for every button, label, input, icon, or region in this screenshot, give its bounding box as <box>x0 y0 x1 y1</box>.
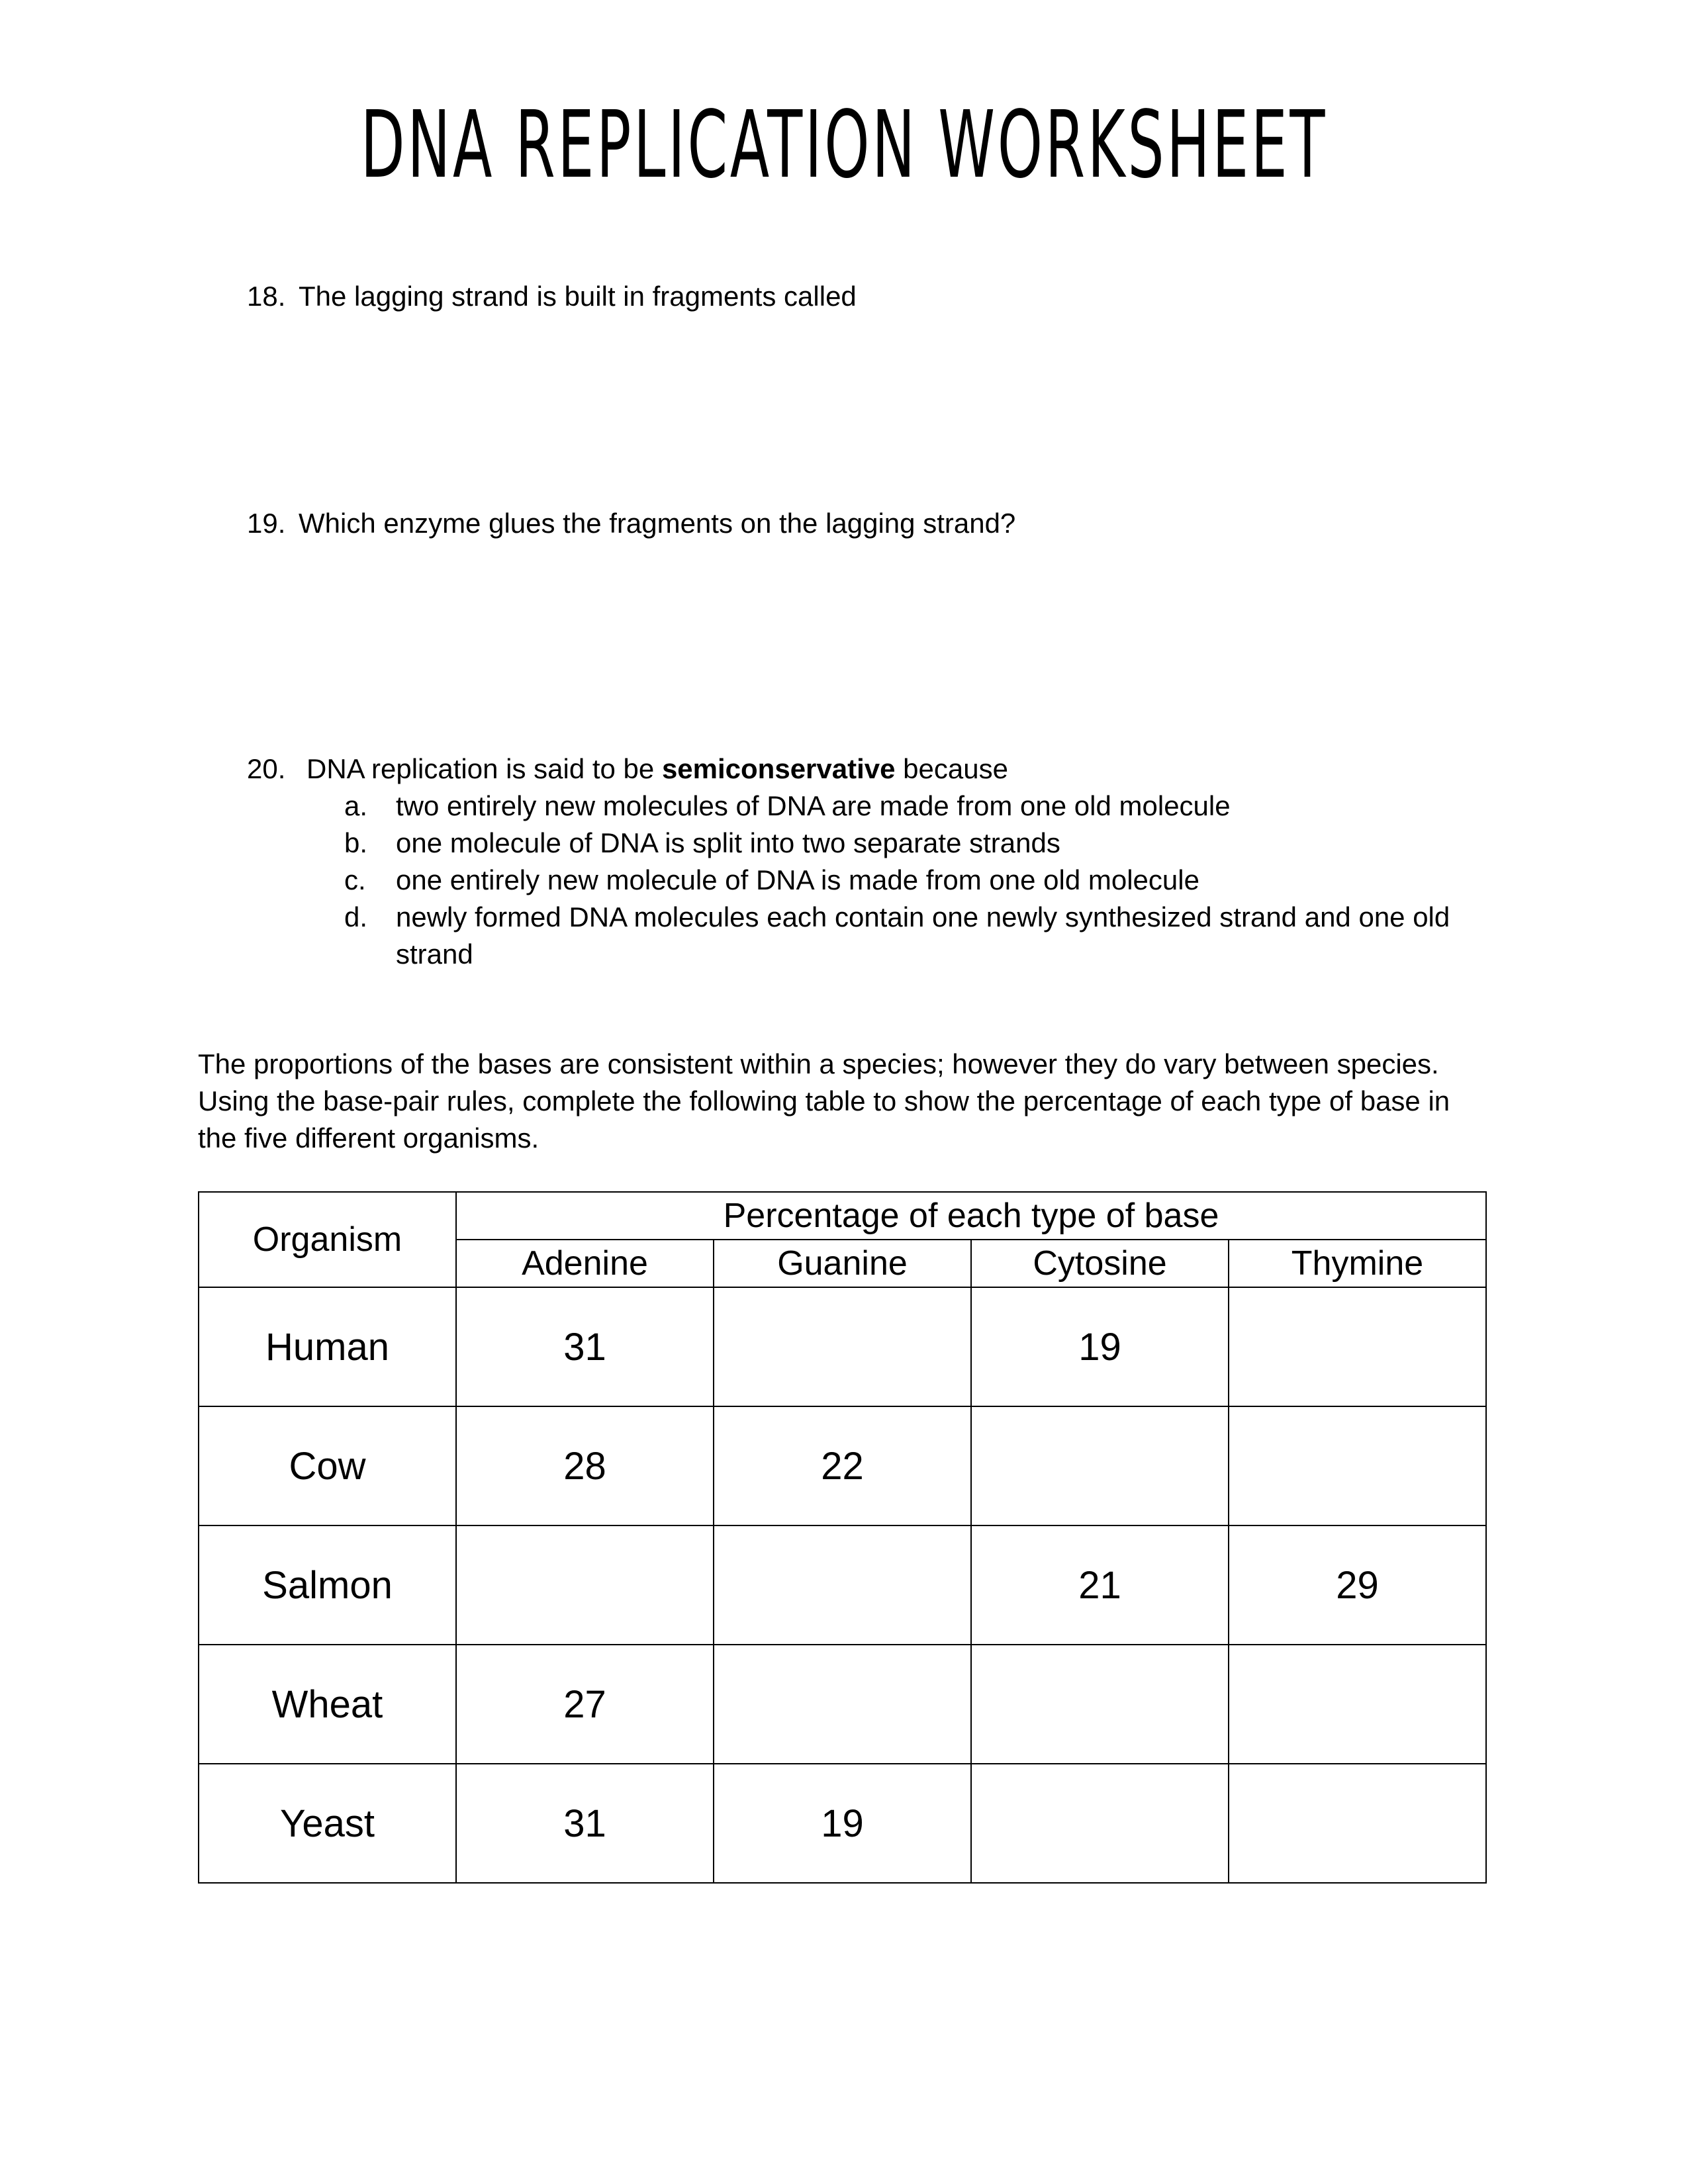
choice-text: one molecule of DNA is split into two separate strands <box>396 827 1060 858</box>
question-number: 20. <box>247 753 286 784</box>
adenine-cell[interactable] <box>456 1525 714 1645</box>
organism-cell: Cow <box>199 1406 456 1525</box>
thymine-cell[interactable]: 29 <box>1229 1525 1486 1645</box>
intro-paragraph: The proportions of the bases are consistent within a species; however they do vary between species. Using the base-pair rules, complete the following table to show the percentage of each type of base in the five different organisms. <box>198 1048 1450 1154</box>
cytosine-cell[interactable]: 21 <box>971 1525 1229 1645</box>
thymine-cell[interactable] <box>1229 1287 1486 1406</box>
cytosine-cell[interactable] <box>971 1645 1229 1764</box>
question-number: 18. <box>247 281 286 312</box>
answer-choices <box>344 788 1521 973</box>
table-row <box>199 1406 1486 1525</box>
thymine-cell[interactable] <box>1229 1764 1486 1883</box>
organism-cell: Wheat <box>199 1645 456 1764</box>
adenine-cell[interactable]: 31 <box>456 1287 714 1406</box>
table-header-row <box>199 1192 1486 1240</box>
question-text: The lagging strand is built in fragments called <box>299 281 857 312</box>
choice-letter: a. <box>344 790 368 821</box>
guanine-cell[interactable]: 19 <box>714 1764 971 1883</box>
adenine-cell[interactable]: 31 <box>456 1764 714 1883</box>
bold-term: semiconservative <box>661 753 896 784</box>
organism-cell: Salmon <box>199 1525 456 1645</box>
choice-text: newly formed DNA molecules each contain one newly synthesized strand and one old strand <box>396 901 1450 970</box>
organism-cell: Human <box>199 1287 456 1406</box>
choice-c <box>344 862 1521 899</box>
choice-letter: c. <box>344 864 366 895</box>
thymine-cell[interactable] <box>1229 1406 1486 1525</box>
choice-b <box>344 825 1521 862</box>
adenine-cell[interactable]: 28 <box>456 1406 714 1525</box>
cytosine-cell[interactable] <box>971 1764 1229 1883</box>
question-18 <box>247 278 857 315</box>
question-number: 19. <box>247 508 286 539</box>
choice-a <box>344 788 1521 825</box>
choice-text: two entirely new molecules of DNA are made from one old molecule <box>396 790 1231 821</box>
question-text: Which enzyme glues the fragments on the lagging strand? <box>299 508 1016 539</box>
page-title: DNA REPLICATION WORKSHEET <box>360 91 1328 199</box>
column-header-thymine: Thymine <box>1229 1240 1486 1287</box>
choice-letter: d. <box>344 901 368 933</box>
adenine-cell[interactable]: 27 <box>456 1645 714 1764</box>
choice-d <box>344 899 1521 973</box>
organism-header: Organism <box>199 1192 456 1287</box>
choice-letter: b. <box>344 827 368 858</box>
guanine-cell[interactable]: 22 <box>714 1406 971 1525</box>
table-row <box>199 1287 1486 1406</box>
thymine-cell[interactable] <box>1229 1645 1486 1764</box>
group-header: Percentage of each type of base <box>456 1192 1486 1240</box>
question-20 <box>247 751 1008 788</box>
table-row <box>199 1525 1486 1645</box>
base-percentage-table <box>198 1191 1487 1884</box>
cytosine-cell[interactable]: 19 <box>971 1287 1229 1406</box>
column-header-adenine: Adenine <box>456 1240 714 1287</box>
table-row <box>199 1764 1486 1883</box>
guanine-cell[interactable] <box>714 1645 971 1764</box>
organism-cell: Yeast <box>199 1764 456 1883</box>
cytosine-cell[interactable] <box>971 1406 1229 1525</box>
guanine-cell[interactable] <box>714 1525 971 1645</box>
column-header-cytosine: Cytosine <box>971 1240 1229 1287</box>
column-header-guanine: Guanine <box>714 1240 971 1287</box>
question-text-end: because <box>895 753 1008 784</box>
table-row <box>199 1645 1486 1764</box>
choice-text: one entirely new molecule of DNA is made from one old molecule <box>396 864 1199 895</box>
guanine-cell[interactable] <box>714 1287 971 1406</box>
question-text: DNA replication is said to be <box>306 753 662 784</box>
question-19 <box>247 505 1015 542</box>
